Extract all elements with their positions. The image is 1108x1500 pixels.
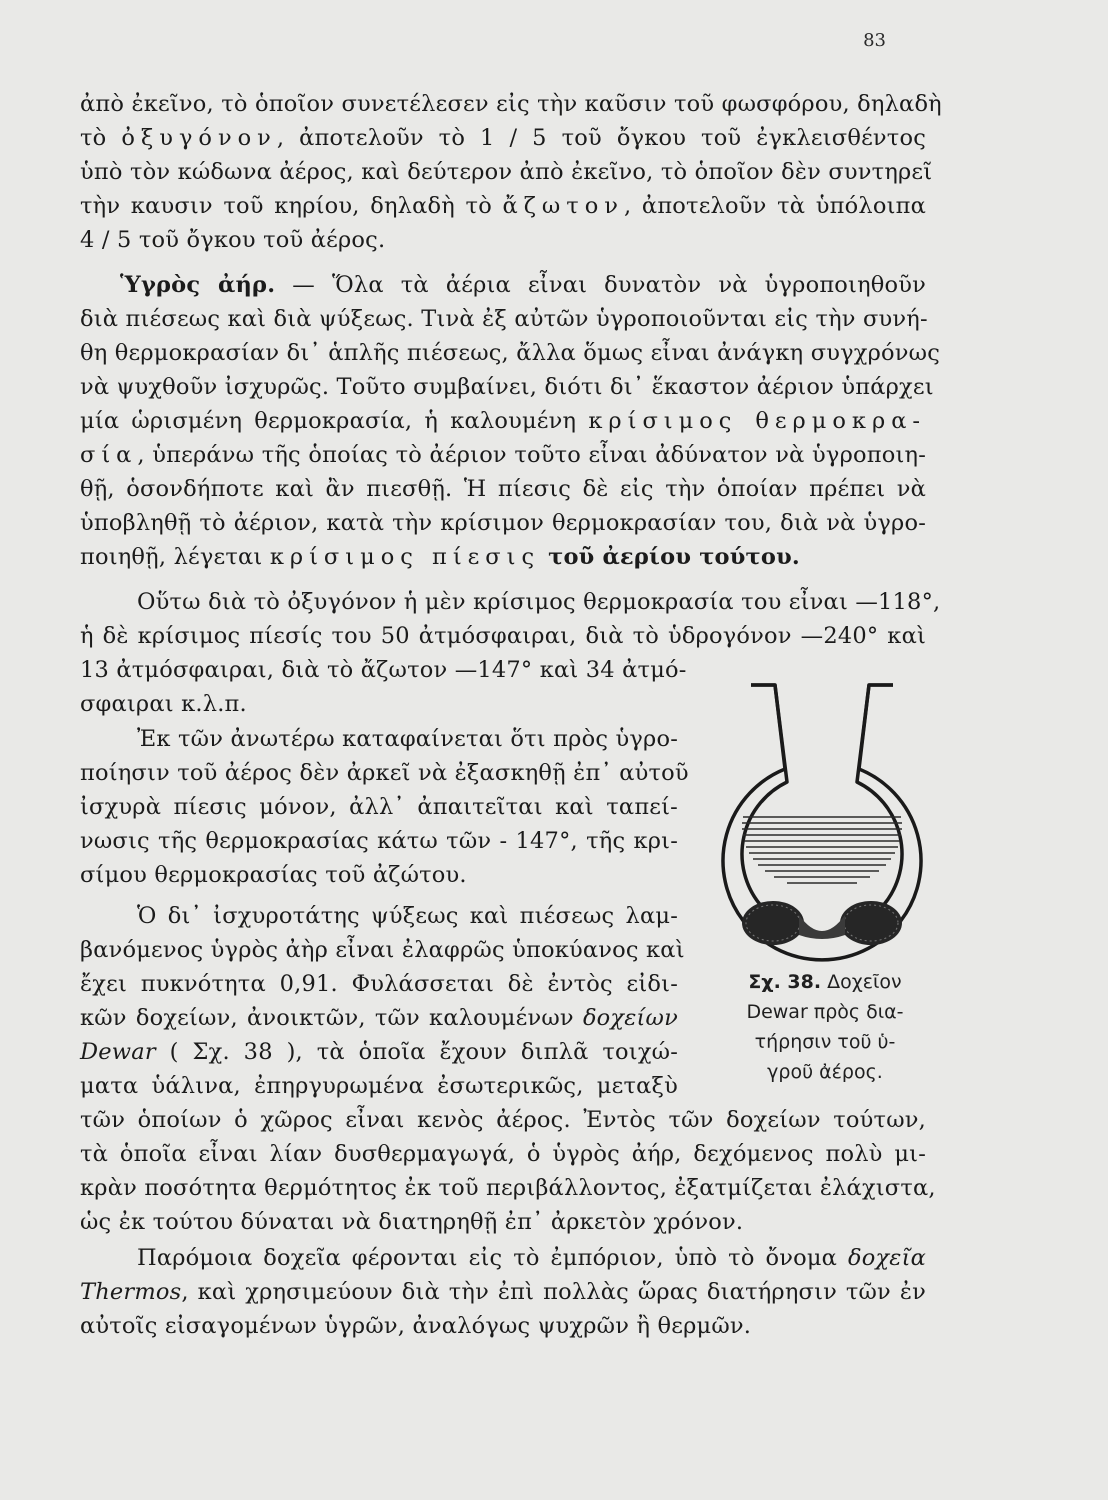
text-run: , καὶ χρησιμεύουν διὰ τὴν ἐπὶ πολλὰς ὥρας διατήρησιν τῶν ἐν	[181, 1279, 926, 1305]
text-line	[80, 121, 926, 155]
caption-line: γροῦ ἀέρος.	[767, 1061, 883, 1083]
text-line: 4 / 5 τοῦ ὄγκου τοῦ ἀέρος.	[80, 227, 386, 253]
text-run: μία ὡρισμένη θερμοκρασία, ἡ καλουμένη	[80, 408, 589, 434]
text-line: 13 ἀτμόσφαιραι, διὰ τὸ ἄζωτον —147° καὶ 34 ἀτμό-	[80, 657, 687, 683]
text-run: Παρόμοια δοχεῖα φέρονται εἰς τὸ ἐμπόριον, ὑπὸ τὸ ὄνομα	[137, 1245, 848, 1271]
text-line: νὰ ψυχθοῦν ἰσχυρῶς. Τοῦτο συμβαίνει, διότι δι᾽ ἕκαστον ἀέριον ὑπάρχει	[80, 374, 934, 400]
text-line	[80, 540, 926, 574]
text-run: κῶν δοχείων, ἀνοικτῶν, τῶν καλουμένων	[80, 1005, 583, 1031]
figure-caption	[712, 967, 938, 1087]
text-line: τῶν ὁποίων ὁ χῶρος εἶναι κενὸς ἀέρος. Ἐντὸς τῶν δοχείων τούτων,	[80, 1107, 926, 1133]
text-run: τοῦ ἀερίου τούτου.	[540, 544, 800, 570]
page-number: 83	[863, 30, 886, 51]
text-run: , ἀποτελοῦν τὰ ὑπόλοιπα	[623, 193, 926, 219]
text-line: ὑποβληθῇ τὸ ἀέριον, κατὰ τὴν κρίσιμον θερμοκρασίαν του, διὰ νὰ ὑγρο-	[80, 510, 926, 536]
dewar-flask-illustration	[715, 677, 929, 962]
text-run: , ἀποτελοῦν τὸ 1 / 5 τοῦ ὄγκου τοῦ ἐγκλεισθέντος	[276, 125, 927, 151]
section-heading: Ὑγρὸς ἀήρ.	[120, 272, 276, 298]
text-line: ἀπὸ ἐκεῖνο, τὸ ὁποῖον συνετέλεσεν εἰς τὴν καῦσιν τοῦ φωσφόρου, δηλαδὴ	[80, 91, 942, 117]
liquid-air	[742, 817, 902, 883]
spaced-term: ἄζωτον	[502, 193, 624, 219]
text-line: ἡ δὲ κρίσιμος πίεσίς του 50 ἀτμόσφαιραι, διὰ τὸ ὑδρογόνον —240° καὶ	[80, 623, 926, 649]
flask-inner-wall	[742, 685, 902, 934]
caption-label: Σχ. 38.	[748, 971, 822, 993]
spaced-term: κρίσιμος θερμοκρα-	[588, 408, 927, 434]
caption-line: Dewar πρὸς δια-	[746, 1001, 904, 1023]
text-line: σφαιραι κ.λ.π.	[80, 691, 247, 717]
text-line: ἰσχυρὰ πίεσις μόνον, ἀλλ᾽ ἀπαιτεῖται καὶ ταπεί-	[80, 794, 678, 820]
text-line	[80, 1035, 678, 1069]
text-line: κρὰν ποσότητα θερμότητος ἐκ τοῦ περιβάλλοντος, ἐξατμίζεται ἐλάχιστα,	[80, 1175, 936, 1201]
italic-term: δοχείων	[582, 1005, 678, 1031]
text-line: ὡς ἐκ τούτου δύναται νὰ διατηρηθῇ ἐπ᾽ ἀρκετὸν χρόνον.	[80, 1209, 744, 1235]
text-run: τὸ	[80, 125, 122, 151]
italic-term: Dewar	[80, 1039, 156, 1065]
text-line: θη θερμοκρασίαν δι᾽ ἁπλῆς πιέσεως, ἄλλα ὅμως εἶναι ἀνάγκη συγχρόνως	[80, 340, 941, 366]
caption-text: Δοχεῖον	[827, 971, 902, 993]
text-line	[80, 1241, 926, 1275]
text-line: ποίησιν τοῦ ἀέρος δὲν ἀρκεῖ νὰ ἐξασκηθῇ ἐπ᾽ αὐτοῦ	[80, 760, 689, 786]
text-line	[80, 404, 926, 438]
text-line: ἔχει πυκνότητα 0,91. Φυλάσσεται δὲ ἐντὸς εἰδι-	[80, 971, 678, 997]
text-line: αὐτοῖς εἰσαγομένων ὑγρῶν, ἀναλόγως ψυχρῶν ἢ θερμῶν.	[80, 1313, 752, 1339]
text-line: ὑπὸ τὸν κώδωνα ἀέρος, καὶ δεύτερον ἀπὸ ἐκεῖνο, τὸ ὁποῖον δὲν συντηρεῖ	[80, 159, 933, 185]
caption-line: τήρησιν τοῦ ὑ-	[754, 1031, 896, 1053]
text-line: Ἐκ τῶν ἀνωτέρω καταφαίνεται ὅτι πρὸς ὑγρο-	[137, 726, 678, 752]
text-run: τὴν καυσιν τοῦ κηρίου, δηλαδὴ τὸ	[80, 193, 503, 219]
text-run: ποιηθῇ, λέγεται	[80, 544, 270, 570]
italic-term: δοχεῖα	[847, 1245, 926, 1271]
text-line	[80, 268, 926, 302]
text-line: Ὁ δι᾽ ἰσχυροτάτης ψύξεως καὶ πιέσεως λαμ-	[137, 903, 678, 929]
text-line: σίμου θερμοκρασίας τοῦ ἀζώτου.	[80, 862, 467, 888]
text-line: νωσις τῆς θερμοκρασίας κάτω τῶν - 147°, τῆς κρι-	[80, 828, 678, 854]
spaced-term: ὀξυγόνον	[121, 125, 277, 151]
text-line	[80, 189, 926, 223]
text-line	[80, 1001, 678, 1035]
text-run: — Ὅλα τὰ ἀέρια εἶναι δυνατὸν νὰ ὑγροποιηθοῦν	[275, 272, 927, 298]
text-run: ( Σχ. 38 ), τὰ ὁποῖα ἔχουν διπλᾶ τοιχώ-	[155, 1039, 678, 1065]
spaced-term: σία	[80, 442, 138, 468]
text-line: Οὕτω διὰ τὸ ὀξυγόνον ἡ μὲν κρίσιμος θερμοκρασία του εἶναι —118°,	[137, 589, 941, 615]
text-run: , ὑπεράνω τῆς ὁποίας τὸ ἀέριον τοῦτο εἶναι ἀδύνατον νὰ ὑγροποιη-	[137, 442, 926, 468]
text-line: διὰ πιέσεως καὶ διὰ ψύξεως. Τινὰ ἐξ αὐτῶν ὑγροποιοῦνται εἰς τὴν συνή-	[80, 306, 928, 332]
text-line: ματα ὑάλινα, ἐπηργυρωμένα ἐσωτερικῶς, μεταξὺ	[80, 1073, 678, 1099]
text-line: τὰ ὁποῖα εἶναι λίαν δυσθερμαγωγά, ὁ ὑγρὸς ἀήρ, δεχόμενος πολὺ μι-	[80, 1141, 926, 1167]
text-line	[80, 1275, 926, 1309]
text-line	[80, 438, 926, 472]
spaced-term: κρίσιμος πίεσις	[269, 544, 541, 570]
support-rings	[742, 901, 902, 945]
text-line: θῇ, ὁσονδήποτε καὶ ἂν πιεσθῇ. Ἡ πίεσις δὲ εἰς τὴν ὁποίαν πρέπει νὰ	[80, 476, 926, 502]
caption-line	[712, 967, 938, 997]
text-line: βανόμενος ὑγρὸς ἀὴρ εἶναι ἐλαφρῶς ὑποκύανος καὶ	[80, 937, 685, 963]
italic-term: Thermos	[80, 1279, 182, 1305]
